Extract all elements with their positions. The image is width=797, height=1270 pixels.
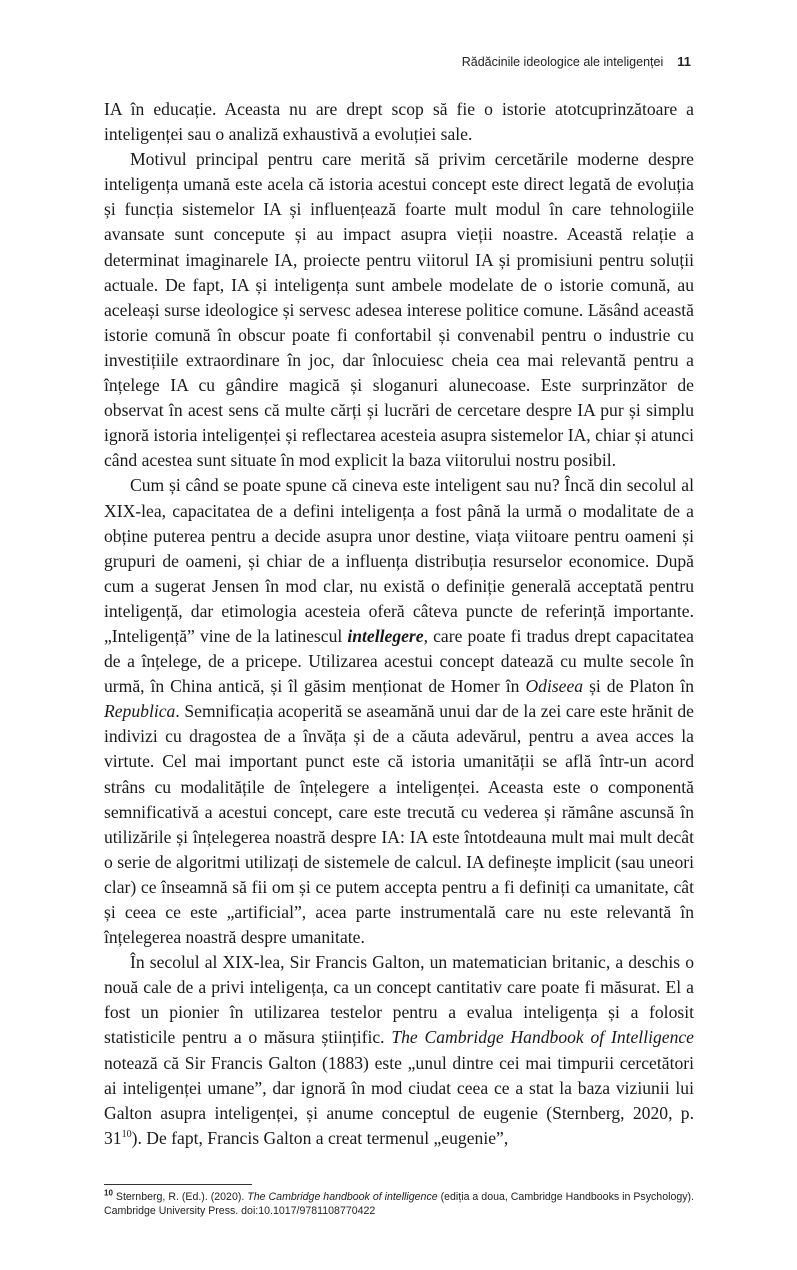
footnote xyxy=(104,1190,694,1218)
italic-title: Republica xyxy=(104,701,176,722)
paragraph xyxy=(104,97,694,147)
italic-title: Odiseea xyxy=(525,676,584,697)
footnote-divider xyxy=(104,1184,252,1185)
text-run: (ediția a doua, Cambridge Handbooks in Psychology). Cambridge University Press. doi:10.1017/9781108770422 xyxy=(104,1191,694,1217)
footnote-number: 10 xyxy=(104,1188,113,1198)
paragraph xyxy=(104,147,694,473)
emphasized-term: intellegere xyxy=(347,625,424,646)
paragraph xyxy=(104,950,694,1151)
text-run: , care poate fi tradus drept capacitatea de a înțelege, de a pricepe. Utilizarea acestui concept datează cu multe secole în urmă, în China antică, și îl găsim menționat de Homer în xyxy=(104,625,694,697)
italic-title: The Cambridge handbook of intelligence xyxy=(247,1191,438,1203)
footnote-ref: 10 xyxy=(121,1128,132,1140)
text-run: Motivul principal pentru care merită să privim cercetările moderne despre inteligența umană este acela că istoria acestui concept este direct legată de evoluția și funcția sistemelor IA și influențează foarte mult modul în care tehnologiile avansate sunt concepute și au impact asupra vieții noastre. Această relație a determinat imaginarele IA, proiecte pentru viitorul IA și promisiuni pentru soluții actuale. De fapt, IA și inteligența sunt ambele modelate de o istorie comună, au aceleași surse ideologice și servesc adesea interese politice comune. Lăsând această istorie comună în obscur poate fi confortabil și convenabil pentru o industrie cu investițiile extraordinare în joc, dar înlocuiesc cheia cea mai relevantă pentru a înțelege IA cu gândire magică și sloganuri alunecoase. Este surprinzător de observat în acest sens că multe cărți și lucrări de cercetare despre IA pur și simplu ignoră istoria inteligenței și reflectarea acesteia asupra sistemelor IA, chiar și atunci când acestea sunt situate în mod explicit la baza viitorului nostru posibil. xyxy=(104,149,694,471)
page-number: 11 xyxy=(677,54,691,69)
text-run: Cum și când se poate spune că cineva este inteligent sau nu? Încă din secolul al XIX-lea, capacitatea de a defini inteligența a fost până la urmă o modalitate de a obține puterea pentru a decide asupra unor destine, viața viitoare pentru oameni și grupuri de oameni, și chiar de a influența distribuția resurselor economice. După cum a sugerat Jensen în mod clar, nu există o definiție generală acceptată pentru inteligență, dar etimologia acesteia oferă câteva puncte de referință importante. „Inteligență” vine de la latinescul xyxy=(104,475,694,646)
footnote-text xyxy=(104,1191,694,1217)
text-run: IA în educație. Aceasta nu are drept scop să fie o istorie atotcuprinzătoare a inteligenței sau o analiză exhaustivă a evoluției sale. xyxy=(104,99,694,145)
text-run: . Semnificația acoperită se aseamănă unui dar de la zei care este hrănit de indivizi cu dragostea de a învăța și de a căuta adevărul, pentru a avea acces la virtute. Cel mai important punct este că istoria umanității se află într-un acord strâns cu modalitățile de înțelegere a inteligenței. Aceasta este o componentă semnificativă a acestui concept, care este trecută cu vederea și rămâne ascunsă în utilizările și înțelegerea noastră despre IA: IA este întotdeauna mult mai mult decât o serie de algoritmi utilizați de sistemele de calcul. IA definește implicit (sau uneori clar) ce înseamnă să fii om și ce putem accepta pentru a fi definiți ca umanitate, cât și ceea ce este „artificial”, acea parte instrumentală care nu este relevantă în înțelegerea noastră despre umanitate. xyxy=(104,701,694,948)
text-run: și de Platon în xyxy=(583,676,694,697)
text-run: În secolul al XIX-lea, Sir Francis Galton, un matematician britanic, a deschis o nouă cale de a privi inteligența, ca un concept cantitativ care poate fi măsurat. El a fost un pionier în utilizarea testelor pentru a evalua inteligența și a folosit statisticile pentru a o măsura științific. xyxy=(104,952,694,1048)
body-text xyxy=(104,97,694,1151)
running-head xyxy=(462,54,691,69)
paragraph xyxy=(104,473,694,950)
text-run: ). De fapt, Francis Galton a creat termenul „eugenie”, xyxy=(131,1127,509,1148)
running-title: Rădăcinile ideologice ale inteligenței xyxy=(461,55,664,69)
text-run: notează că Sir Francis Galton (1883) este „unul dintre cei mai timpurii cercetători ai inteligenței umane”, dar ignoră în mod ciudat ceea ce a stat la baza viziunii lui Galton asupra inteligenței, și anume conceptul de eugenie (Sternberg, 2020, p. 31 xyxy=(104,1052,694,1148)
italic-title: The Cambridge Handbook of Intelligence xyxy=(391,1027,694,1048)
text-run: Sternberg, R. (Ed.). (2020). xyxy=(112,1191,248,1203)
